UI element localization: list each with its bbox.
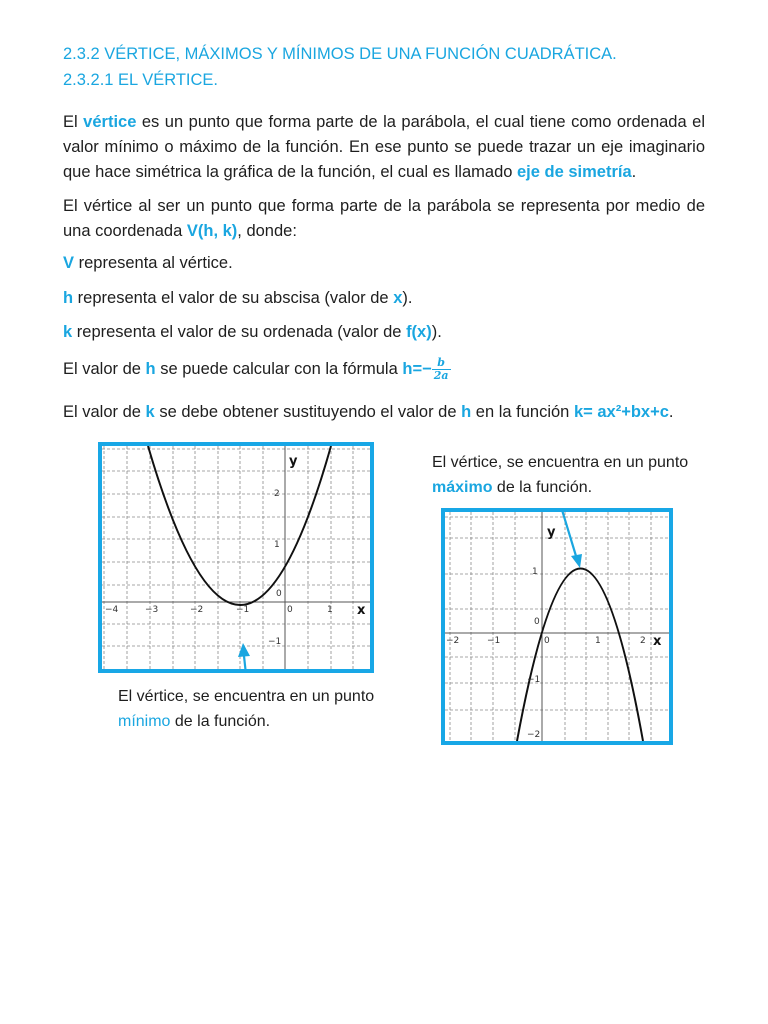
svg-text:−1: −1 xyxy=(236,605,250,615)
term-vhk: V(h, k) xyxy=(186,222,238,240)
parabola-curve xyxy=(517,569,643,742)
svg-text:−1: −1 xyxy=(527,675,541,685)
line-v-definition: V representa al vértice. xyxy=(63,254,233,272)
subsection-title: 2.3.2.1 EL VÉRTICE. xyxy=(63,71,218,89)
svg-text:2: 2 xyxy=(274,489,280,499)
graph-minimum xyxy=(98,442,374,673)
svg-text:−1: −1 xyxy=(268,637,282,647)
line-formula-k: El valor de k se debe obtener sustituyendo el valor de h en la función k= ax²+bx+c. xyxy=(63,403,674,421)
grid xyxy=(102,446,370,669)
svg-text:2: 2 xyxy=(640,636,646,646)
svg-text:1: 1 xyxy=(532,567,538,577)
term-vertice: vértice xyxy=(83,113,137,131)
svg-text:0: 0 xyxy=(276,589,282,599)
section-title: 2.3.2 VÉRTICE, MÁXIMOS Y MÍNIMOS DE UNA FUNCIÓN CUADRÁTICA. xyxy=(63,45,617,63)
svg-text:1: 1 xyxy=(595,636,601,646)
svg-text:−2: −2 xyxy=(190,605,204,615)
svg-text:−4: −4 xyxy=(105,605,119,615)
paragraph-coordinate: El vértice al ser un punto que forma parte de la parábola se representa por medio de una coordenada V(h, k), donde: xyxy=(63,197,705,240)
svg-text:0: 0 xyxy=(534,617,540,627)
line-k-definition: k representa el valor de su ordenada (valor de f(x)). xyxy=(63,323,442,341)
line-h-definition: h representa el valor de su abscisa (valor de x). xyxy=(63,289,413,307)
svg-text:−1: −1 xyxy=(487,636,501,646)
svg-text:1: 1 xyxy=(274,540,280,550)
svg-text:0: 0 xyxy=(544,636,550,646)
parabola-curve xyxy=(148,446,331,605)
graph-minimum-canvas xyxy=(102,446,370,669)
svg-text:−2: −2 xyxy=(446,636,460,646)
maximum-pointer-arrow xyxy=(559,512,582,568)
x-axis-label: x xyxy=(357,603,366,618)
tick-labels xyxy=(105,489,333,647)
y-axis-label: y xyxy=(289,454,298,469)
line-formula-h: El valor de h se puede calcular con la fórmula h=− $\frac{b}{2a}$ xyxy=(63,356,449,382)
x-axis-label: x xyxy=(653,634,662,649)
caption-maximum: El vértice, se encuentra en un punto máximo de la función. xyxy=(432,454,689,496)
graph-maximum-canvas xyxy=(445,512,669,741)
grid xyxy=(445,512,669,741)
term-eje-de-simetria: eje de simetría xyxy=(517,163,632,181)
graph-maximum xyxy=(441,508,673,745)
svg-text:−3: −3 xyxy=(145,605,159,615)
tick-labels xyxy=(446,567,646,740)
svg-text:1: 1 xyxy=(327,605,333,615)
y-axis-label: y xyxy=(547,525,556,540)
fraction-b-over-2a: $\frac{b}{2a}$ xyxy=(433,356,449,382)
caption-minimum: El vértice, se encuentra en un punto mínimo de la función. xyxy=(118,688,375,730)
svg-text:0: 0 xyxy=(287,605,293,615)
svg-text:−2: −2 xyxy=(527,730,541,740)
paragraph-vertex-definition: El vértice es un punto que forma parte de la parábola, el cual tiene como ordenada el valor mínimo o máximo de la función. En ese punto se puede trazar un eje imaginario que hace simétrica la gráfica de la función, el cual es llamado eje de simetría. xyxy=(63,113,705,181)
